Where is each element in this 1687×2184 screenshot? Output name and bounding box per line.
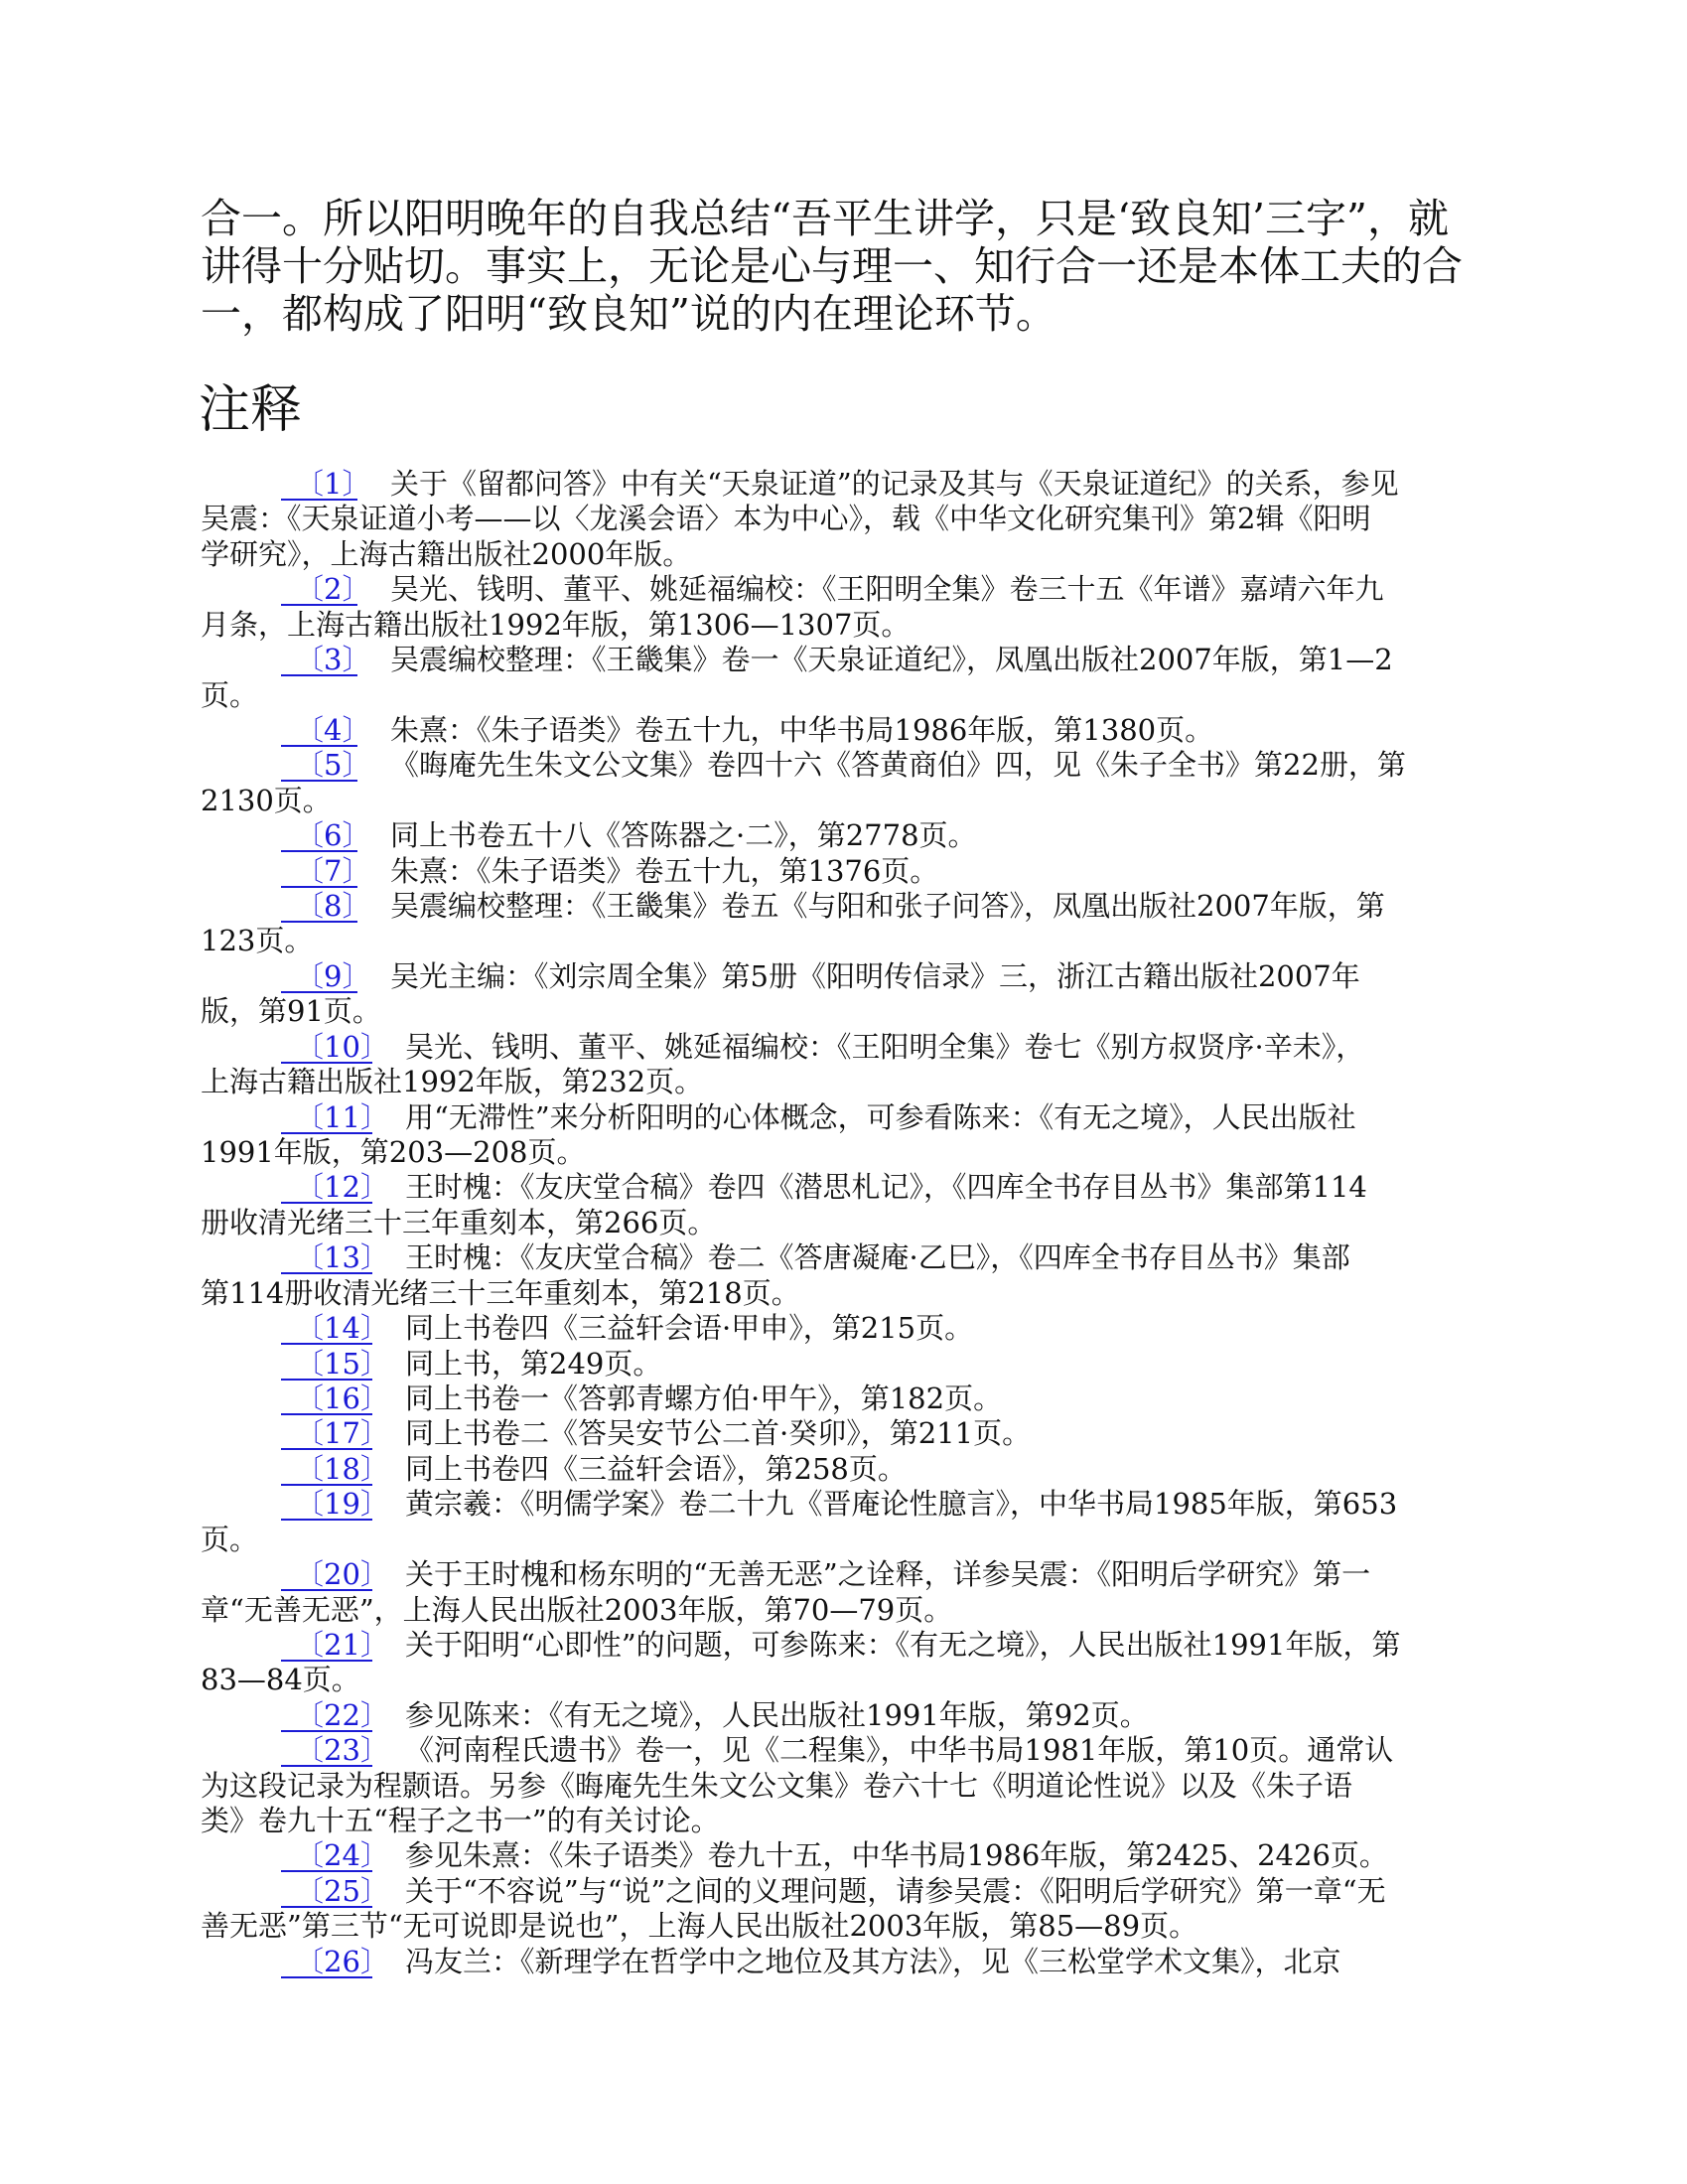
- notes-list: [201, 467, 1491, 1979]
- footnote-text: 类》卷九十五“程子之书一”的有关讨论。: [201, 1804, 720, 1838]
- footnote-ref-link[interactable]: 〔20〕: [281, 1559, 372, 1591]
- footnote-line: [201, 572, 1491, 607]
- footnote-line: [201, 1065, 1491, 1099]
- footnote-item: [201, 1838, 1491, 1873]
- footnote-item: [201, 1030, 1491, 1100]
- footnote-item: [201, 889, 1491, 959]
- footnote-item: [201, 748, 1491, 818]
- footnote-ref-link[interactable]: 〔24〕: [281, 1840, 372, 1872]
- footnote-text: 参见陈来：《有无之境》，人民出版社1991年版，第92页。: [405, 1697, 1149, 1732]
- footnote-item: [201, 1945, 1491, 1979]
- footnote-item: [201, 643, 1491, 713]
- footnote-ref-link[interactable]: 〔5〕: [281, 750, 357, 782]
- footnote-text: 善无恶”第三节“无可说即是说也”，上海人民出版社2003年版，第85—89页。: [201, 1909, 1198, 1944]
- footnote-text: 《河南程氏遗书》卷一，见《二程集》，中华书局1981年版，第10页。通常认: [405, 1733, 1394, 1768]
- footnote-text: 册收清光绪三十三年重刻本，第266页。: [201, 1205, 717, 1239]
- footnote-text: 同上书卷二《答吴安节公二首·癸卯》，第211页。: [405, 1416, 1032, 1451]
- footnote-line: [201, 1100, 1491, 1135]
- footnote-line: [201, 1416, 1491, 1451]
- footnote-text: 用“无滞性”来分析阳明的心体概念，可参看陈来：《有无之境》，人民出版社: [405, 1099, 1356, 1134]
- footnote-item: [201, 1347, 1491, 1382]
- footnote-ref-link[interactable]: 〔10〕: [281, 1032, 372, 1064]
- footnote-text: 2130页。: [201, 783, 332, 817]
- footnote-line: [201, 643, 1491, 677]
- footnote-item: [201, 1628, 1491, 1698]
- footnote-ref-link[interactable]: 〔2〕: [281, 574, 357, 606]
- body-line: 合一。所以阳明晚年的自我总结“吾平生讲学，只是‘致良知’三字”，就: [201, 195, 1449, 242]
- footnote-ref-link[interactable]: 〔8〕: [281, 891, 357, 923]
- footnote-line: [201, 889, 1491, 924]
- footnote-line: [201, 1769, 1491, 1804]
- footnote-line: [201, 1804, 1491, 1838]
- footnote-line: [201, 1698, 1491, 1733]
- footnote-line: [201, 1030, 1491, 1065]
- footnote-ref-link[interactable]: 〔7〕: [281, 856, 357, 888]
- footnote-item: [201, 1874, 1491, 1945]
- footnote-ref-link[interactable]: 〔12〕: [281, 1172, 372, 1204]
- footnote-line: [201, 959, 1491, 994]
- footnote-text: 页。: [201, 1522, 259, 1556]
- footnote-line: [201, 1452, 1491, 1487]
- footnote-text: 章“无善无恶”，上海人民出版社2003年版，第70—79页。: [201, 1592, 953, 1627]
- footnote-item: [201, 1698, 1491, 1733]
- footnote-ref-link[interactable]: 〔11〕: [281, 1102, 372, 1134]
- footnote-line: [201, 1557, 1491, 1592]
- body-line: 一，都构成了阳明“致良知”说的内在理论环节。: [201, 290, 1056, 338]
- footnote-text: 1991年版，第203—208页。: [201, 1135, 586, 1170]
- footnote-item: [201, 1311, 1491, 1346]
- footnote-text: 83—84页。: [201, 1663, 360, 1697]
- footnote-ref-link[interactable]: 〔14〕: [281, 1313, 372, 1345]
- footnote-text: 关于“不容说”与“说”之间的义理问题，请参吴震：《阳明后学研究》第一章“无: [405, 1873, 1386, 1908]
- footnote-line: [201, 854, 1491, 889]
- footnote-ref-link[interactable]: 〔17〕: [281, 1418, 372, 1450]
- footnote-line: [201, 608, 1491, 643]
- footnote-text: 123页。: [201, 924, 314, 958]
- footnote-text: 为这段记录为程颢语。另参《晦庵先生朱文公文集》卷六十七《明道论性说》以及《朱子语: [201, 1768, 1353, 1803]
- footnote-text: 同上书卷四《三益轩会语·甲申》，第215页。: [405, 1311, 974, 1346]
- footnote-ref-link[interactable]: 〔19〕: [281, 1489, 372, 1521]
- footnote-text: 同上书卷五十八《答陈器之·二》，第2778页。: [390, 818, 977, 853]
- footnote-text: 王时槐：《友庆堂合稿》卷二《答唐凝庵·乙巳》，《四库全书存目丛书》集部: [405, 1240, 1350, 1275]
- footnote-line: [201, 1487, 1491, 1522]
- footnote-line: [201, 713, 1491, 748]
- footnote-item: [201, 572, 1491, 643]
- footnote-item: [201, 854, 1491, 889]
- footnote-line: [201, 1135, 1491, 1170]
- footnote-item: [201, 467, 1491, 572]
- footnote-text: 学研究》，上海古籍出版社2000年版。: [201, 536, 692, 571]
- footnote-line: [201, 1240, 1491, 1275]
- footnote-line: [201, 924, 1491, 958]
- footnote-text: 朱熹：《朱子语类》卷五十九，第1376页。: [390, 853, 939, 888]
- footnote-item: [201, 1100, 1491, 1171]
- footnote-ref-link[interactable]: 〔9〕: [281, 961, 357, 993]
- footnote-ref-link[interactable]: 〔25〕: [281, 1876, 372, 1908]
- footnote-item: [201, 1557, 1491, 1628]
- body-line: 讲得十分贴切。事实上，无论是心与理一、知行合一还是本体工夫的合: [201, 242, 1463, 290]
- footnote-text: 吴光、钱明、董平、姚延福编校：《王阳明全集》卷七《别方叔贤序·辛未》，: [405, 1029, 1365, 1064]
- footnote-item: [201, 818, 1491, 853]
- footnote-line: [201, 1838, 1491, 1873]
- footnote-line: [201, 1874, 1491, 1909]
- footnote-line: [201, 678, 1491, 713]
- body-paragraph: [201, 195, 1491, 338]
- footnote-text: 第114册收清光绪三十三年重刻本，第218页。: [201, 1275, 800, 1310]
- footnote-text: 关于阳明“心即性”的问题，可参陈来：《有无之境》，人民出版社1991年版，第: [405, 1627, 1401, 1662]
- footnote-item: [201, 1487, 1491, 1557]
- footnote-item: [201, 1733, 1491, 1838]
- footnote-ref-link[interactable]: 〔3〕: [281, 645, 357, 676]
- footnote-item: [201, 1452, 1491, 1487]
- footnote-line: [201, 537, 1491, 572]
- footnote-text: 吴震：《天泉证道小考——以〈龙溪会语〉本为中心》，载《中华文化研究集刊》第2辑《阳明: [201, 502, 1371, 536]
- footnote-text: 同上书卷一《答郭青螺方伯·甲午》，第182页。: [405, 1381, 1003, 1415]
- footnote-item: [201, 1170, 1491, 1240]
- footnote-line: [201, 1382, 1491, 1416]
- footnote-text: 黄宗羲：《明儒学案》卷二十九《晋庵论性臆言》，中华书局1985年版，第653: [405, 1487, 1398, 1522]
- footnote-ref-link[interactable]: 〔26〕: [281, 1947, 372, 1978]
- footnote-line: [201, 1276, 1491, 1311]
- footnote-ref-link[interactable]: 〔22〕: [281, 1700, 372, 1732]
- footnote-item: [201, 1382, 1491, 1416]
- footnote-line: [201, 784, 1491, 818]
- footnote-text: 吴光、钱明、董平、姚延福编校：《王阳明全集》卷三十五《年谱》嘉靖六年九: [390, 572, 1384, 607]
- footnote-ref-link[interactable]: 〔15〕: [281, 1349, 372, 1381]
- footnote-ref-link[interactable]: 〔21〕: [281, 1630, 372, 1662]
- footnote-text: 吴震编校整理：《王畿集》卷一《天泉证道纪》，凤凰出版社2007年版，第1—2: [390, 643, 1393, 677]
- footnote-ref-link[interactable]: 〔18〕: [281, 1454, 372, 1486]
- footnote-line: [201, 1593, 1491, 1628]
- footnote-line: [201, 1523, 1491, 1557]
- footnote-line: [201, 1663, 1491, 1697]
- footnote-line: [201, 1628, 1491, 1663]
- footnote-text: 同上书，第249页。: [405, 1346, 662, 1381]
- footnote-text: 页。: [201, 677, 259, 712]
- footnote-text: 上海古籍出版社1992年版，第232页。: [201, 1065, 704, 1099]
- footnote-ref-link[interactable]: 〔23〕: [281, 1735, 372, 1767]
- footnote-line: [201, 467, 1491, 502]
- footnote-line: [201, 818, 1491, 853]
- footnote-line: [201, 1945, 1491, 1979]
- footnote-text: 冯友兰：《新理学在哲学中之地位及其方法》，见《三松堂学术文集》，北京: [405, 1944, 1341, 1978]
- footnote-line: [201, 748, 1491, 783]
- footnote-text: 关于王时槐和杨东明的“无善无恶”之诠释，详参吴震：《阳明后学研究》第一: [405, 1557, 1371, 1592]
- footnote-ref-link[interactable]: 〔1〕: [281, 469, 357, 501]
- footnote-item: [201, 713, 1491, 748]
- footnote-text: 参见朱熹：《朱子语类》卷九十五，中华书局1986年版，第2425、2426页。: [405, 1838, 1388, 1873]
- footnote-ref-link[interactable]: 〔6〕: [281, 820, 357, 852]
- footnote-ref-link[interactable]: 〔16〕: [281, 1383, 372, 1415]
- footnote-line: [201, 1733, 1491, 1768]
- footnote-text: 朱熹：《朱子语类》卷五十九，中华书局1986年版，第1380页。: [390, 712, 1214, 747]
- notes-heading: 注释: [199, 380, 303, 440]
- footnote-line: [201, 502, 1491, 536]
- footnote-item: [201, 1240, 1491, 1311]
- footnote-item: [201, 1416, 1491, 1451]
- footnote-ref-link[interactable]: 〔13〕: [281, 1242, 372, 1274]
- footnote-text: 《晦庵先生朱文公文集》卷四十六《答黄商伯》四，见《朱子全书》第22册，第: [390, 748, 1406, 783]
- footnote-item: [201, 959, 1491, 1030]
- footnote-text: 吴光主编：《刘宗周全集》第5册《阳明传信录》三，浙江古籍出版社2007年: [390, 958, 1360, 993]
- footnote-line: [201, 1347, 1491, 1382]
- footnote-line: [201, 1170, 1491, 1205]
- footnote-line: [201, 994, 1491, 1029]
- footnote-line: [201, 1206, 1491, 1240]
- footnote-text: 关于《留都问答》中有关“天泉证道”的记录及其与《天泉证道纪》的关系，参见: [390, 467, 1399, 501]
- footnote-ref-link[interactable]: 〔4〕: [281, 715, 357, 747]
- footnote-text: 版，第91页。: [201, 994, 381, 1029]
- footnote-text: 吴震编校整理：《王畿集》卷五《与阳和张子问答》，凤凰出版社2007年版，第: [390, 889, 1385, 924]
- footnote-text: 月条，上海古籍出版社1992年版，第1306—1307页。: [201, 607, 911, 642]
- footnote-text: 同上书卷四《三益轩会语》，第258页。: [405, 1451, 907, 1486]
- footnote-line: [201, 1311, 1491, 1346]
- footnote-line: [201, 1909, 1491, 1944]
- footnote-text: 王时槐：《友庆堂合稿》卷四《潜思札记》，《四库全书存目丛书》集部第114: [405, 1170, 1367, 1205]
